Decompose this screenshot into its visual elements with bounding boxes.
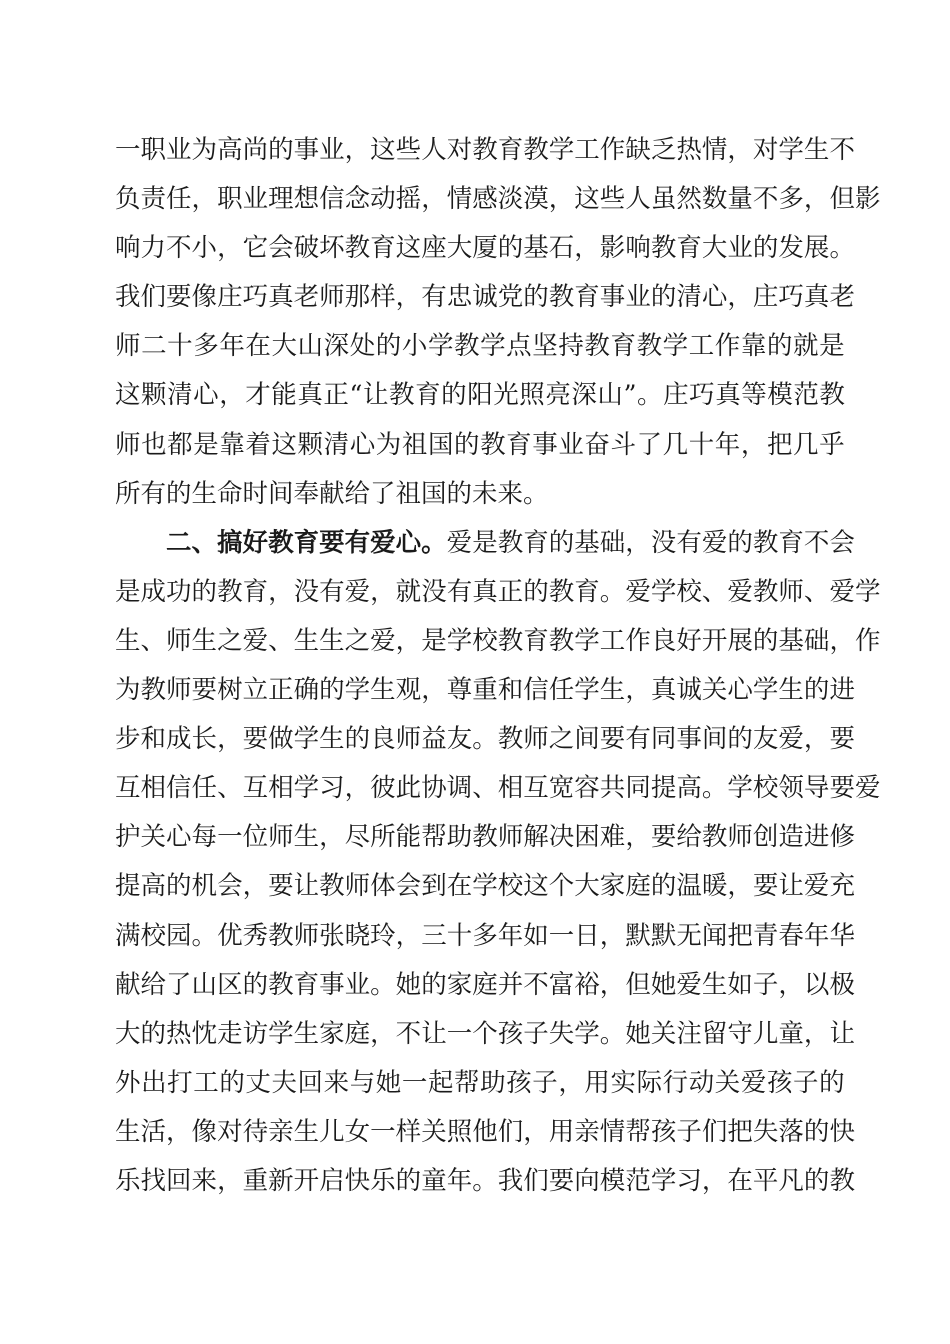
text-line: 师 二 十 多 年 在 大 山 深 处 的 小 学 教 学 点 坚 持 教 育 教 学 工 作 靠 的 就 是 [115, 331, 845, 362]
text-line: 献 给 了 山 区 的 教 育 事 业 。 她 的 家 庭 并 不 富 裕 ， 但 她 爱 生 如 子 ， 以 极 [115, 969, 855, 1000]
text-line: 步 和 成 长 ， 要 做 学 生 的 良 师 益 友 。 教 师 之 间 要 有 同 事 间 的 友 爱 ， 要 [115, 724, 855, 755]
text-line: 师 也 都 是 靠 着 这 颗 清 心 为 祖 国 的 教 育 事 业 奋 斗 了 几 十 年 ， 把 几 乎 [115, 429, 845, 460]
text-line: 乐 找 回 来 ， 重 新 开 启 快 乐 的 童 年 。 我 们 要 向 模 范 学 习 ， 在 平 凡 的 教 [115, 1165, 855, 1196]
text-line: 我 们 要 像 庄 巧 真 老 师 那 样 ， 有 忠 诚 党 的 教 育 事 业 的 清 心 ， 庄 巧 真 老 [115, 282, 855, 313]
text-line: 外 出 打 工 的 丈 夫 回 来 与 她 一 起 帮 助 孩 子 ， 用 实 际 行 动 关 爱 孩 子 的 [115, 1067, 845, 1098]
text-line: 这 颗 清 心 ， 才 能 真 正 “ 让 教 育 的 阳 光 照 亮 深 山 ” 。 庄 巧 真 等 模 范 教 [115, 380, 845, 411]
text-line: 响 力 不 小 ， 它 会 破 坏 教 育 这 座 大 厦 的 基 石 ， 影 响 教 育 大 业 的 发 展 。 [115, 233, 855, 264]
text-line: 一 职 业 为 高 尚 的 事 业 ， 这 些 人 对 教 育 教 学 工 作 缺 乏 热 情 ， 对 学 生 不 [115, 135, 855, 165]
text-line: 满 校 园 。 优 秀 教 师 张 晓 玲 ， 三 十 多 年 如 一 日 ， 默 默 无 闻 把 青 春 年 华 [115, 920, 855, 951]
text-line: 提 高 的 机 会 ， 要 让 教 师 体 会 到 在 学 校 这 个 大 家 庭 的 温 暖 ， 要 让 爱 充 [115, 871, 855, 902]
text-line: 大 的 热 忱 走 访 学 生 家 庭 ， 不 让 一 个 孩 子 失 学 。 她 关 注 留 守 儿 童 ， 让 [115, 1018, 855, 1049]
text-line: 负 责 任 ， 职 业 理 想 信 念 动 摇 ， 情 感 淡 漠 ， 这 些 人 虽 然 数 量 不 多 ， 但 影 [115, 184, 881, 215]
text-line: 生 、 师 生 之 爱 、 生 生 之 爱 ， 是 学 校 教 育 教 学 工 作 良 好 开 展 的 基 础 ， 作 [115, 625, 881, 656]
text-line: 护 关 心 每 一 位 师 生 ， 尽 所 能 帮 助 教 师 解 决 困 难 ， 要 给 教 师 创 造 进 修 [115, 822, 855, 853]
text-line: 是 成 功 的 教 育 ， 没 有 爱 ， 就 没 有 真 正 的 教 育 。 爱 学 校 、 爱 教 师 、 爱 学 [115, 576, 881, 607]
text-line: 所有的生命时间奉献给了祖国的未来。 [115, 478, 549, 509]
text-line: 互 相 信 任 、 互 相 学 习 ， 彼 此 协 调 、 相 互 宽 容 共 同 提 高 。 学 校 领 导 要 爱 [115, 773, 881, 804]
text-line: 为 教 师 要 树 立 正 确 的 学 生 观 ， 尊 重 和 信 任 学 生 ， 真 诚 关 心 学 生 的 进 [115, 675, 855, 706]
text-line: 生 活 ， 像 对 待 亲 生 儿 女 一 样 关 照 他 们 ， 用 亲 情 帮 孩 子 们 把 失 落 的 快 [115, 1116, 855, 1147]
section-heading-line: 二 、 搞 好 教 育 要 有 爱 心 。 爱 是 教 育 的 基 础 ， 没 有 爱 的 教 育 不 会 [166, 527, 855, 558]
document-body [115, 126, 881, 1206]
